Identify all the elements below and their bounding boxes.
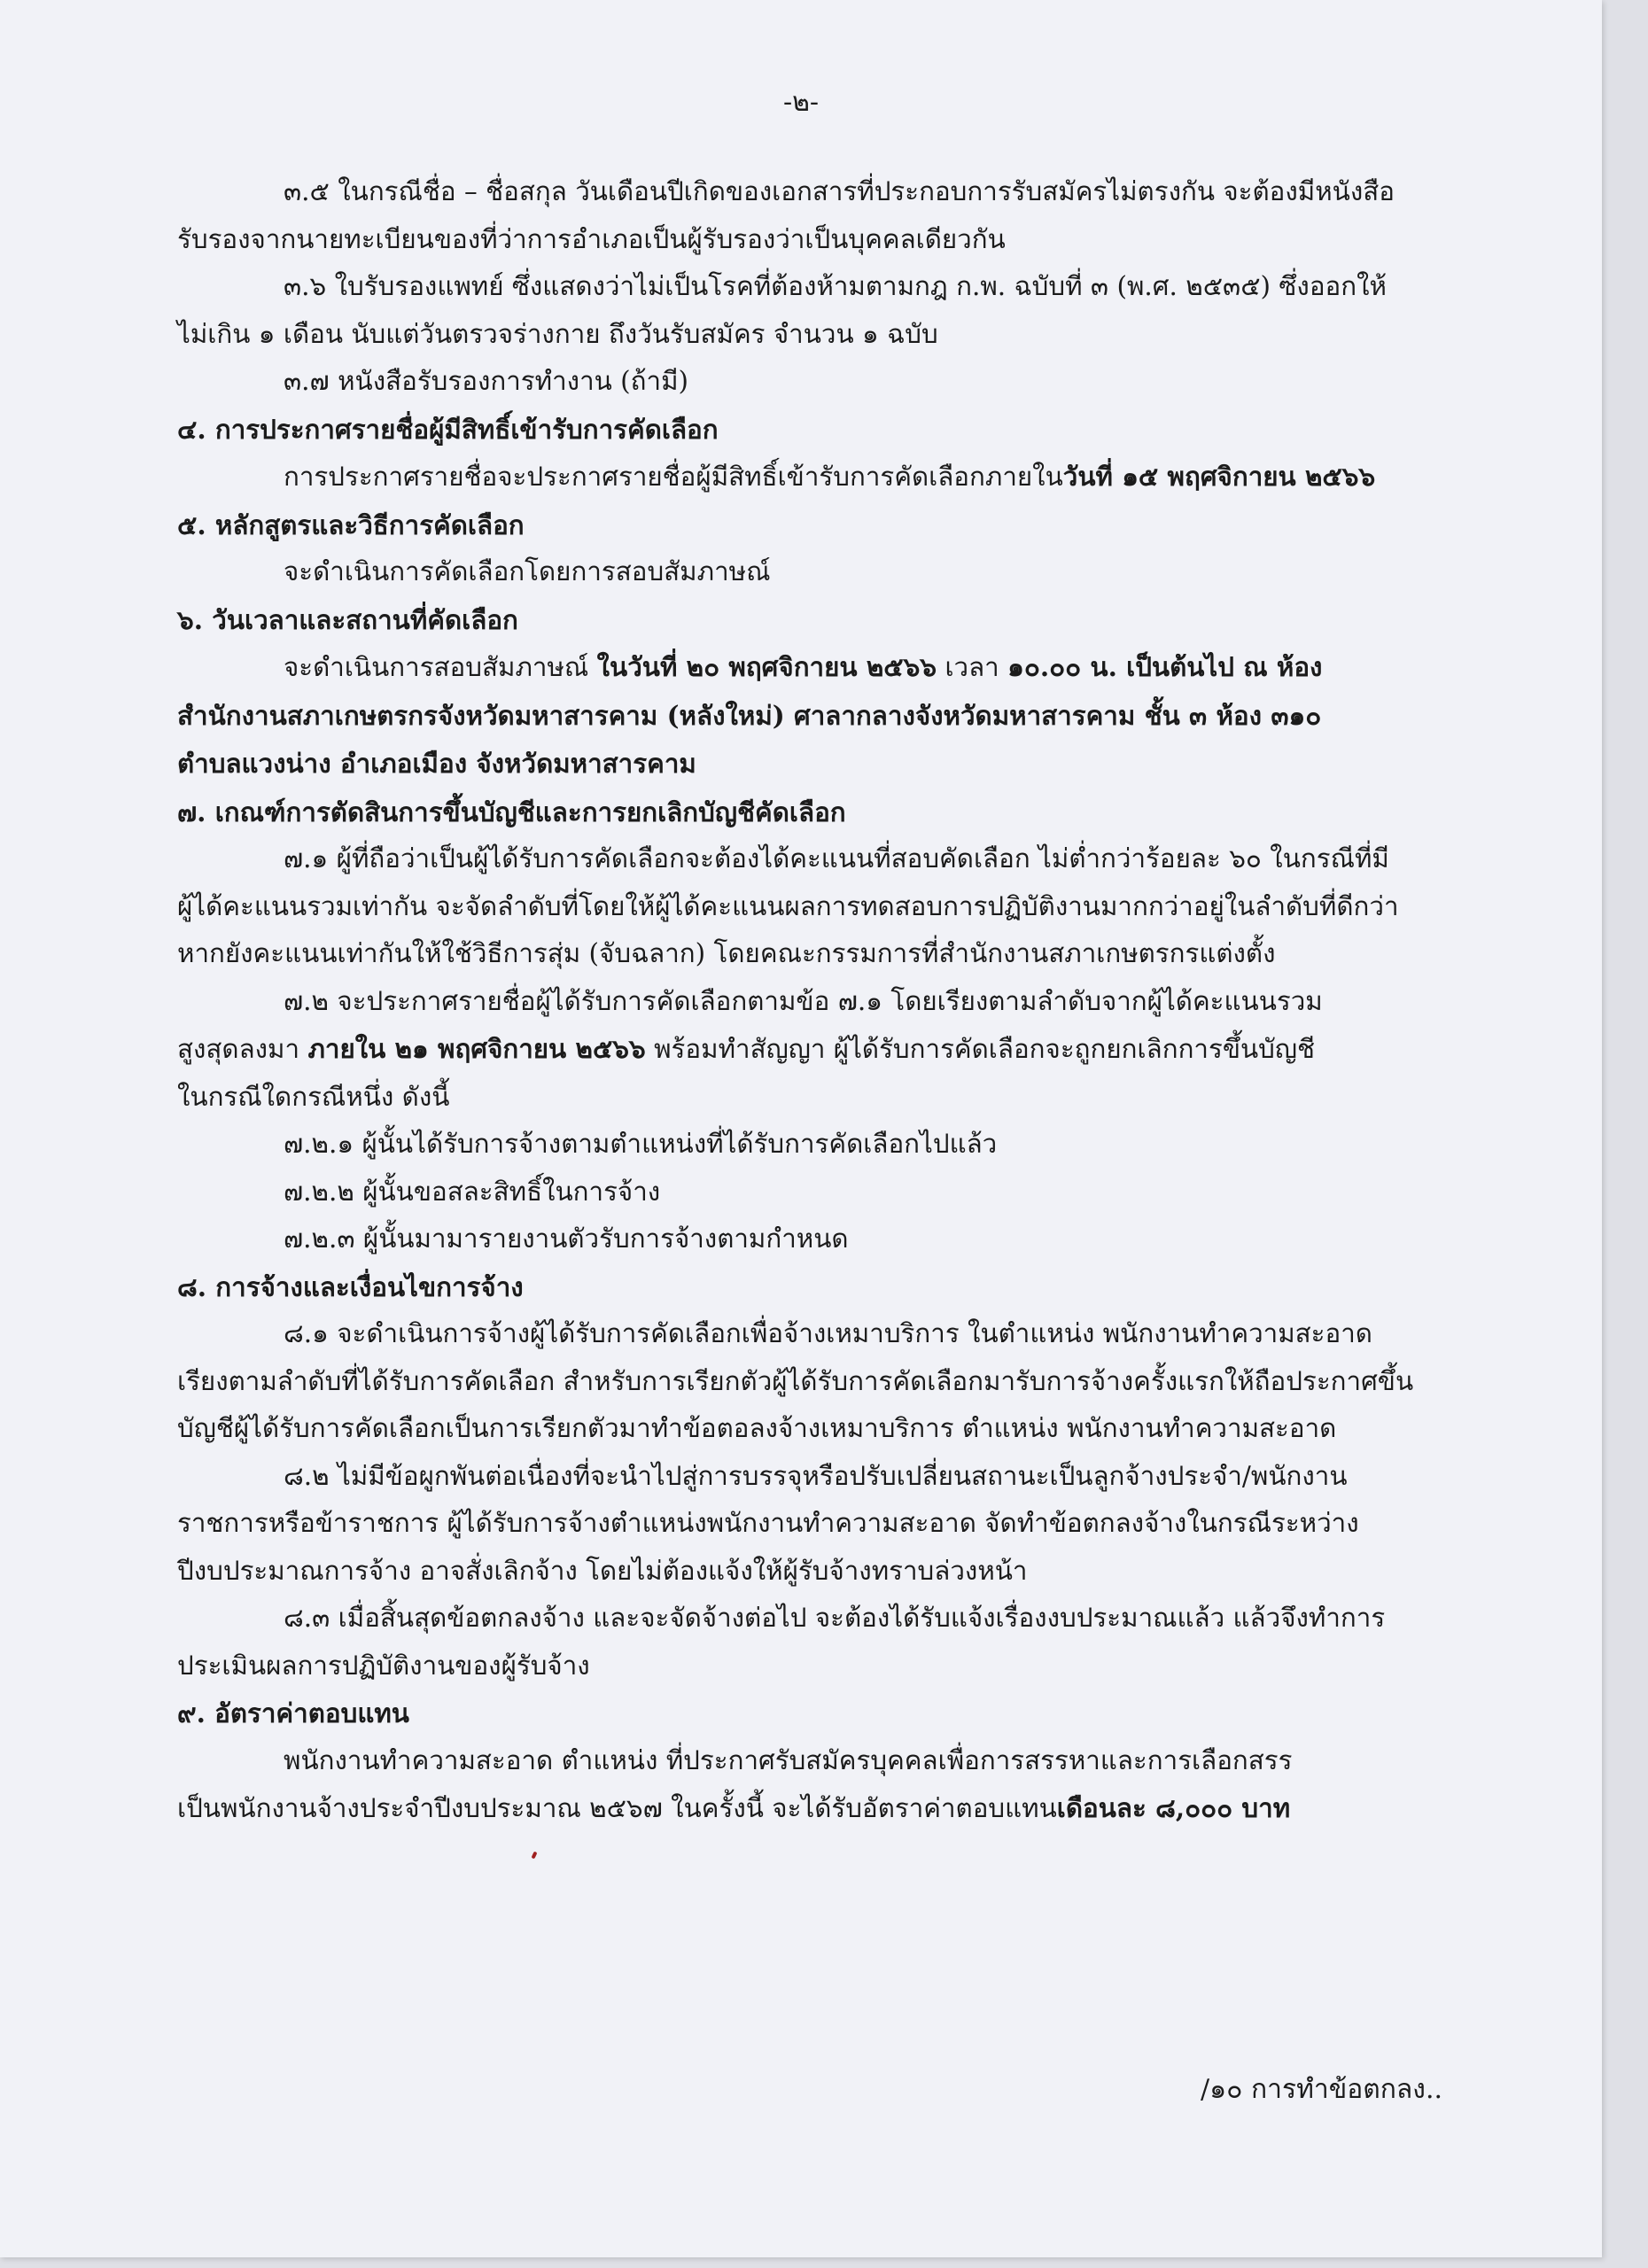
text-segment: ๘.๓ เมื่อสิ้นสุดข้อตกลงจ้าง และจะจัดจ้างต่อไป จะต้องได้รับแจ้งเรื่องงบประมาณแล้ว แล้วจึงทำการ xyxy=(284,1603,1386,1633)
text-segment: เรียงตามลำดับที่ได้รับการคัดเลือก สำหรับการเรียกตัวผู้ได้รับการคัดเลือกมารับการจ้างครั้งแรกให้ถือประกาศขึ้น xyxy=(177,1365,1414,1396)
text-line xyxy=(177,168,1453,216)
text-segment: พร้อมทำสัญญา ผู้ได้รับการคัดเลือกจะถูกยกเลิกการขึ้นบัญชี xyxy=(645,1034,1316,1064)
text-line xyxy=(177,1548,1453,1596)
text-line xyxy=(177,930,1453,978)
section-heading xyxy=(177,501,1453,549)
text-segment: ประเมินผลการปฏิบัติงานของผู้รับจ้าง xyxy=(177,1650,590,1681)
text-line xyxy=(177,1169,1453,1216)
text-segment: ในกรณีใดกรณีหนึ่ง ดังนี้ xyxy=(177,1081,450,1112)
ink-speck xyxy=(531,1852,537,1860)
document-body xyxy=(177,168,1453,1833)
section-heading xyxy=(177,406,1453,454)
bold-text: เดือนละ ๘,๐๐๐ บาท xyxy=(1056,1792,1291,1823)
text-line xyxy=(177,643,1453,692)
text-segment: ๓.๕ ในกรณีชื่อ – ชื่อสกุล วันเดือนปีเกิดของเอกสารที่ประกอบการรับสมัครไม่ตรงกัน จะต้องมีหนังสือ xyxy=(284,176,1395,206)
text-segment: ๘.๑ จะดำเนินการจ้างผู้ได้รับการคัดเลือกเพื่อจ้างเหมาบริการ ในตำแหน่ง พนักงานทำความสะอาด xyxy=(284,1318,1372,1348)
text-segment: รับรองจากนายทะเบียนของที่ว่าการอำเภอเป็นผู้รับรองว่าเป็นบุคคลเดียวกัน xyxy=(177,223,1006,254)
text-line xyxy=(177,263,1453,311)
text-segment: จะดำเนินการสอบสัมภาษณ์ xyxy=(284,652,597,682)
text-line xyxy=(177,1784,1453,1833)
text-segment: ๗.๑ ผู้ที่ถือว่าเป็นผู้ได้รับการคัดเลือกจะต้องได้คะแนนที่สอบคัดเลือก ไม่ต่ำกว่าร้อยละ ๖๐ ในกรณีที่มี xyxy=(284,843,1389,874)
section-heading xyxy=(177,1689,1453,1737)
text-line xyxy=(177,1310,1453,1358)
text-segment: ๗.๒ จะประกาศรายชื่อผู้ได้รับการคัดเลือกตามข้อ ๗.๑ โดยเรียงตามลำดับจากผู้ได้คะแนนรวม xyxy=(284,985,1323,1016)
text-line xyxy=(177,311,1453,359)
text-line xyxy=(177,1358,1453,1406)
text-line xyxy=(177,1216,1453,1263)
text-line xyxy=(177,1643,1453,1690)
text-line xyxy=(177,548,1453,596)
text-segment: บัญชีผู้ได้รับการคัดเลือกเป็นการเรียกตัวมาทำข้อตอลงจ้างเหมาบริการ ตำแหน่ง พนักงานทำความสะอาด xyxy=(177,1413,1337,1443)
text-line xyxy=(177,978,1453,1026)
section-heading xyxy=(177,1263,1453,1311)
text-segment: ๗.๒.๓ ผู้นั้นมามารายงานตัวรับการจ้างตามกำหนด xyxy=(284,1223,849,1254)
text-segment: ๕. หลักสูตรและวิธีการคัดเลือก xyxy=(177,509,525,540)
text-line xyxy=(177,1405,1453,1453)
text-segment: หากยังคะแนนเท่ากันให้ใช้วิธีการสุ่ม (จับฉลาก) โดยคณะกรรมการที่สำนักงานสภาเกษตรกรแต่งตั้ง xyxy=(177,938,1276,968)
bold-text: ภายใน ๒๑ พฤศจิกายน ๒๕๖๖ xyxy=(307,1033,646,1064)
text-segment: พนักงานทำความสะอาด ตำแหน่ง ที่ประกาศรับสมัครบุคคลเพื่อการสรรหาและการเลือกสรร xyxy=(284,1744,1293,1775)
section-heading xyxy=(177,788,1453,836)
text-segment: สูงสุดลงมา xyxy=(177,1034,308,1064)
bold-text: วันที่ ๑๕ พฤศจิกายน ๒๕๖๖ xyxy=(1062,461,1376,492)
text-segment: ราชการหรือข้าราชการ ผู้ได้รับการจ้างตำแหน่งพนักงานทำความสะอาด จัดทำข้อตกลงจ้างในกรณีระหว่าง xyxy=(177,1508,1359,1538)
bold-text: ๑๐.๐๐ น. เป็นต้นไป ณ ห้อง xyxy=(1007,651,1323,682)
text-segment: ๖. วันเวลาและสถานที่คัดเลือก xyxy=(177,603,518,635)
text-segment: ๗.๒.๒ ผู้นั้นขอสละสิทธิ์ในการจ้าง xyxy=(284,1176,661,1207)
text-segment: ๙. อัตราค่าตอบแทน xyxy=(177,1697,409,1728)
text-line xyxy=(177,740,1453,788)
text-segment: การประกาศรายชื่อจะประกาศรายชื่อผู้มีสิทธิ์เข้ารับการคัดเลือกภายใน xyxy=(284,462,1063,492)
text-line xyxy=(177,1025,1453,1074)
page-number: -๒- xyxy=(782,87,820,118)
section-heading xyxy=(177,596,1453,644)
text-segment: ผู้ได้คะแนนรวมเท่ากัน จะจัดลำดับที่โดยให้ผู้ได้คะแนนผลการทดสอบการปฏิบัติงานมากกว่าอยู่ในลำดับที่ดีกว่า xyxy=(177,890,1399,921)
text-segment: ๗. เกณฑ์การตัดสินการขึ้นบัญชีและการยกเลิกบัญชีคัดเลือก xyxy=(177,796,846,827)
text-segment: ไม่เกิน ๑ เดือน นับแต่วันตรวจร่างกาย ถึงวันรับสมัคร จำนวน ๑ ฉบับ xyxy=(177,318,938,349)
text-line xyxy=(177,1737,1453,1785)
text-line xyxy=(177,1453,1453,1501)
text-line xyxy=(177,835,1453,883)
text-segment: จะดำเนินการคัดเลือกโดยการสอบสัมภาษณ์ xyxy=(284,556,771,586)
text-line xyxy=(177,1500,1453,1548)
text-line xyxy=(177,453,1453,501)
bold-text: สำนักงานสภาเกษตรกรจังหวัดมหาสารคาม (หลังใหม่) ศาลากลางจังหวัดมหาสารคาม ชั้น ๓ ห้อง ๓๑๐ xyxy=(177,699,1322,731)
text-segment: ๓.๗ หนังสือรับรองการทำงาน (ถ้ามี) xyxy=(284,366,689,396)
text-line xyxy=(177,692,1453,741)
text-segment: ๘.๒ ไม่มีข้อผูกพันต่อเนื่องที่จะนำไปสู่การบรรจุหรือปรับเปลี่ยนสถานะเป็นลูกจ้างประจำ/พนักงาน xyxy=(284,1460,1348,1491)
text-line xyxy=(177,1595,1453,1643)
text-segment: เป็นพนักงานจ้างประจำปีงบประมาณ ๒๕๖๗ ในครั้งนี้ จะได้รับอัตราค่าตอบแทน xyxy=(177,1793,1057,1823)
text-line xyxy=(177,883,1453,931)
text-line xyxy=(177,216,1453,264)
bold-text: ในวันที่ ๒๐ พฤศจิกายน ๒๕๖๖ xyxy=(596,651,937,682)
bold-text: ตำบลแวงน่าง อำเภอเมือง จังหวัดมหาสารคาม xyxy=(177,748,696,779)
text-segment: ปีงบประมาณการจ้าง อาจสั่งเลิกจ้าง โดยไม่ต้องแจ้งให้ผู้รับจ้างทราบล่วงหน้า xyxy=(177,1555,1028,1586)
text-line xyxy=(177,1121,1453,1169)
continuation-footer: /๑๐ การทำข้อตกลง.. xyxy=(1201,2074,1443,2105)
text-segment: ๘. การจ้างและเงื่อนไขการจ้าง xyxy=(177,1270,524,1302)
text-segment: ๗.๒.๑ ผู้นั้นได้รับการจ้างตามตำแหน่งที่ได้รับการคัดเลือกไปแล้ว xyxy=(284,1129,998,1159)
text-line xyxy=(177,358,1453,406)
text-segment: ๓.๖ ใบรับรองแพทย์ ซึ่งแสดงว่าไม่เป็นโรคที่ต้องห้ามตามกฎ ก.พ. ฉบับที่ ๓ (พ.ศ. ๒๕๓๕) ซึ่งออกให้ xyxy=(284,271,1387,301)
text-segment: ๔. การประกาศรายชื่อผู้มีสิทธิ์เข้ารับการคัดเลือก xyxy=(177,413,719,445)
text-line xyxy=(177,1074,1453,1122)
text-segment: เวลา xyxy=(937,652,1008,682)
